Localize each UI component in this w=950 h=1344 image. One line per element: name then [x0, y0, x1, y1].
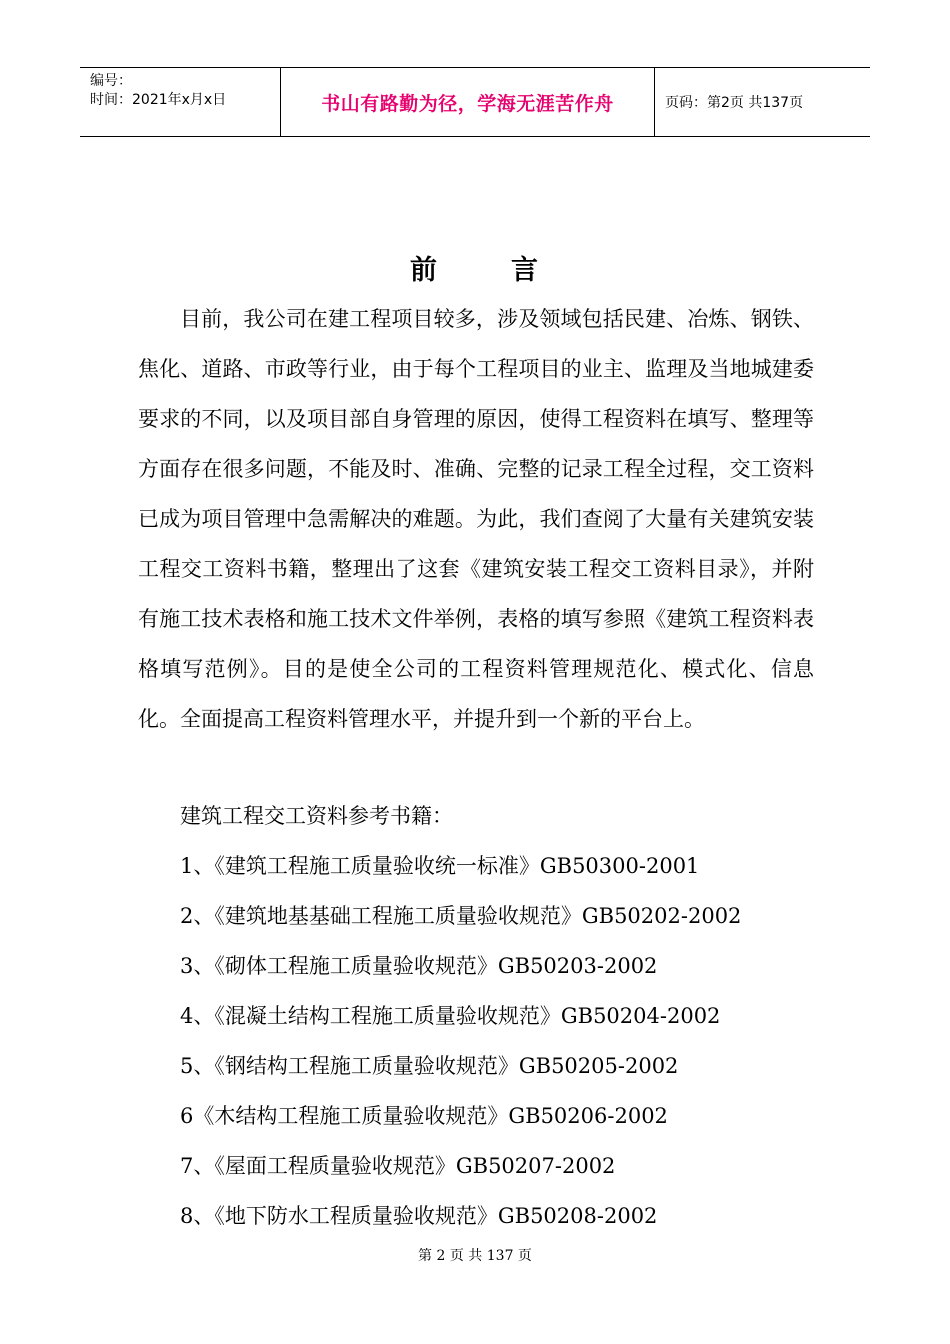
reference-item: 2、《建筑地基基础工程施工质量验收规范》GB50202-2002: [180, 904, 742, 928]
page-title: [0, 248, 950, 287]
reference-list: [180, 791, 741, 1241]
document-date-label: 时间：2021年x月x日: [90, 92, 227, 108]
title-char-1: 前: [410, 255, 439, 286]
reference-item: 6《木结构工程施工质量验收规范》GB50206-2002: [180, 1104, 668, 1128]
header-page-info: 页码：第2页 共137页: [665, 95, 804, 111]
reference-item: 4、《混凝土结构工程施工质量验收规范》GB50204-2002: [180, 1004, 721, 1028]
page-header: [80, 67, 870, 137]
reference-item: 1、《建筑工程施工质量验收统一标准》GB50300-2001: [180, 854, 700, 878]
reference-item: 8、《地下防水工程质量验收规范》GB50208-2002: [180, 1204, 658, 1228]
header-motto: 书山有路勤为径，学海无涯苦作舟: [281, 68, 655, 136]
page-footer: 第 2 页 共 137 页: [418, 1248, 532, 1264]
reference-item: 7、《屋面工程质量验收规范》GB50207-2002: [180, 1154, 616, 1178]
reference-heading: 建筑工程交工资料参考书籍：: [180, 804, 453, 828]
document-number-label: 编号：: [90, 73, 132, 89]
header-meta: [80, 68, 281, 136]
reference-item: 3、《砌体工程施工质量验收规范》GB50203-2002: [180, 954, 658, 978]
reference-item: 5、《钢结构工程施工质量验收规范》GB50205-2002: [180, 1054, 679, 1078]
intro-paragraph: 目前，我公司在建工程项目较多，涉及领域包括民建、冶炼、钢铁、焦化、道路、市政等行业，由于每个工程项目的业主、监理及当地城建委要求的不同，以及项目部自身管理的原因，使得工程资料在填写、整理等方面存在很多问题，不能及时、准确、完整的记录工程全过程，交工资料已成为项目管理中急需解决的难题。为此，我们查阅了大量有关建筑安装工程交工资料书籍，整理出了这套《建筑安装工程交工资料目录》，并附有施工技术表格和施工技术文件举例，表格的填写参照《建筑工程资料表格填写范例》。目的是使全公司的工程资料管理规范化、模式化、信息化。全面提高工程资料管理水平，并提升到一个新的平台上。: [138, 307, 814, 731]
title-char-2: 言: [511, 255, 540, 286]
